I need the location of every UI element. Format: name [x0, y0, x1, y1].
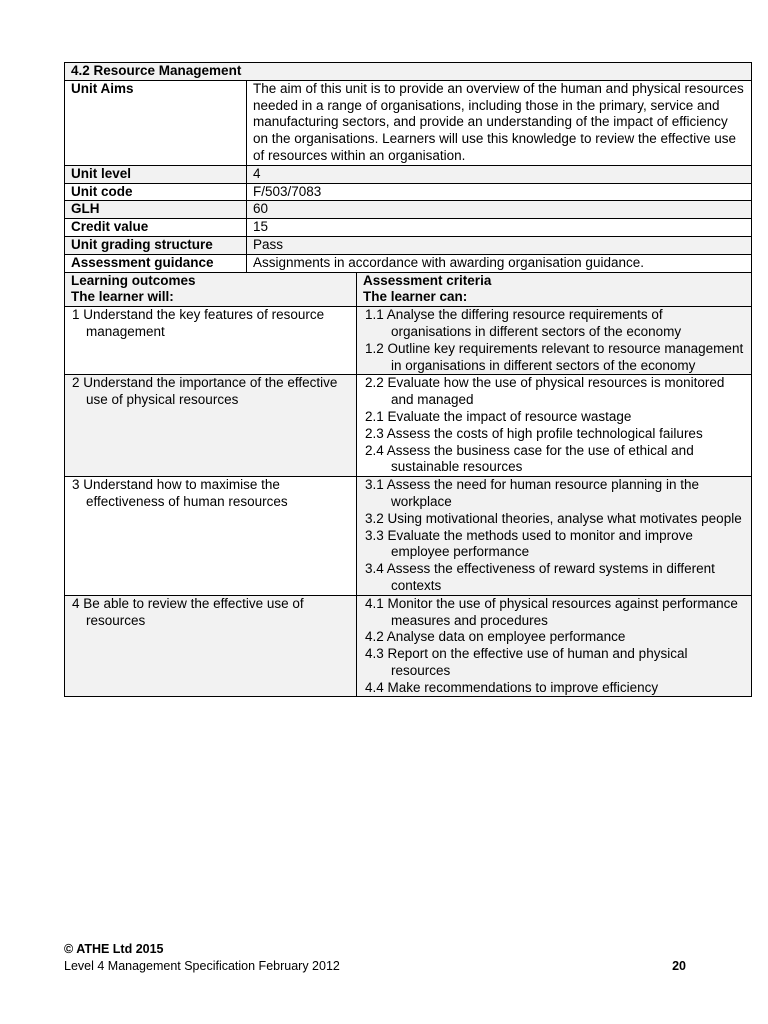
learning-outcome [65, 307, 357, 375]
info-label: Unit code [65, 183, 247, 201]
assessment-criteria-header [357, 272, 752, 307]
info-row-unit-level [65, 165, 752, 183]
outcomes-header-line1: Learning outcomes [71, 272, 196, 288]
outcome-row-1 [65, 307, 752, 375]
learning-outcome [65, 375, 357, 477]
specification-title: Level 4 Management Specification February 2012 [64, 959, 340, 973]
criterion-item: 1.1 Analyse the differing resource requirements of organisations in different sectors of the economy [365, 307, 682, 339]
criterion-item: 2.2 Evaluate how the use of physical resources is monitored and managed [365, 375, 725, 408]
learning-outcomes-header [65, 272, 357, 307]
criteria-cell [357, 595, 752, 697]
criterion-item: 3.2 Using motivational theories, analyse what motivates people [365, 510, 742, 526]
unit-spec-table [64, 62, 752, 697]
criterion-item: 3.4 Assess the effectiveness of reward systems in different contexts [365, 561, 715, 593]
info-value: 4 [247, 165, 752, 183]
criteria-header-line1: Assessment criteria [363, 272, 492, 288]
learning-outcome-text: 2 Understand the importance of the effective use of physical resources [72, 375, 338, 408]
learning-outcome [65, 595, 357, 697]
criterion-item: 3.1 Assess the need for human resource planning in the workplace [365, 477, 699, 509]
info-value: Assignments in accordance with awarding organisation guidance. [247, 254, 752, 272]
info-label: GLH [65, 201, 247, 219]
page-footer [64, 941, 686, 975]
criterion-item: 3.3 Evaluate the methods used to monitor and improve employee performance [365, 527, 693, 560]
criterion-item: 2.1 Evaluate the impact of resource wastage [365, 408, 632, 424]
criteria-cell [357, 477, 752, 596]
info-row-credit-value [65, 219, 752, 237]
criteria-cell [357, 307, 752, 375]
info-label: Unit level [65, 165, 247, 183]
info-label: Unit Aims [65, 80, 247, 165]
info-row-glh [65, 201, 752, 219]
outcomes-header-row [65, 272, 752, 307]
info-value: F/503/7083 [247, 183, 752, 201]
criterion-item: 4.3 Report on the effective use of human and physical resources [365, 646, 688, 678]
info-value: 15 [247, 219, 752, 237]
criterion-item: 1.2 Outline key requirements relevant to resource management in organisations in different sectors of the economy [365, 340, 744, 373]
learning-outcome-text: 3 Understand how to maximise the effectiveness of human resources [72, 477, 288, 509]
info-row-unit-aims [65, 80, 752, 165]
page-number: 20 [672, 959, 686, 973]
copyright-text: © ATHE Ltd 2015 [64, 942, 164, 956]
criterion-item: 4.1 Monitor the use of physical resources against performance measures and procedures [365, 595, 738, 628]
outcome-row-2 [65, 375, 752, 477]
outcomes-header-line2: The learner will: [71, 289, 174, 305]
criterion-item: 4.4 Make recommendations to improve efficiency [365, 679, 659, 695]
outcome-row-4 [65, 595, 752, 697]
info-row-assessment-guidance [65, 254, 752, 272]
criterion-item: 2.4 Assess the business case for the use of ethical and sustainable resources [365, 442, 694, 475]
info-row-grading-structure [65, 236, 752, 254]
learning-outcome [65, 477, 357, 596]
criterion-item: 4.2 Analyse data on employee performance [365, 629, 626, 645]
criteria-header-line2: The learner can: [363, 289, 468, 305]
info-value: 60 [247, 201, 752, 219]
info-value: Pass [247, 236, 752, 254]
learning-outcome-text: 1 Understand the key features of resource management [72, 307, 325, 339]
criteria-cell [357, 375, 752, 477]
footer-line [64, 958, 686, 975]
info-label: Credit value [65, 219, 247, 237]
info-row-unit-code [65, 183, 752, 201]
unit-title: 4.2 Resource Management [65, 63, 752, 81]
info-value: The aim of this unit is to provide an overview of the human and physical resources needed in a range of organisations, including those in the primary, service and manufacturing sectors, and provide an understanding of the impact of efficiency on the organisations. Learners will use this knowledge to review the effective use of resources within an organisation. [247, 80, 752, 165]
learning-outcome-text: 4 Be able to review the effective use of resources [72, 595, 304, 628]
info-label: Assessment guidance [65, 254, 247, 272]
criterion-item: 2.3 Assess the costs of high profile technological failures [365, 425, 703, 441]
info-label: Unit grading structure [65, 236, 247, 254]
outcome-row-3 [65, 477, 752, 596]
table-title-row [65, 63, 752, 81]
